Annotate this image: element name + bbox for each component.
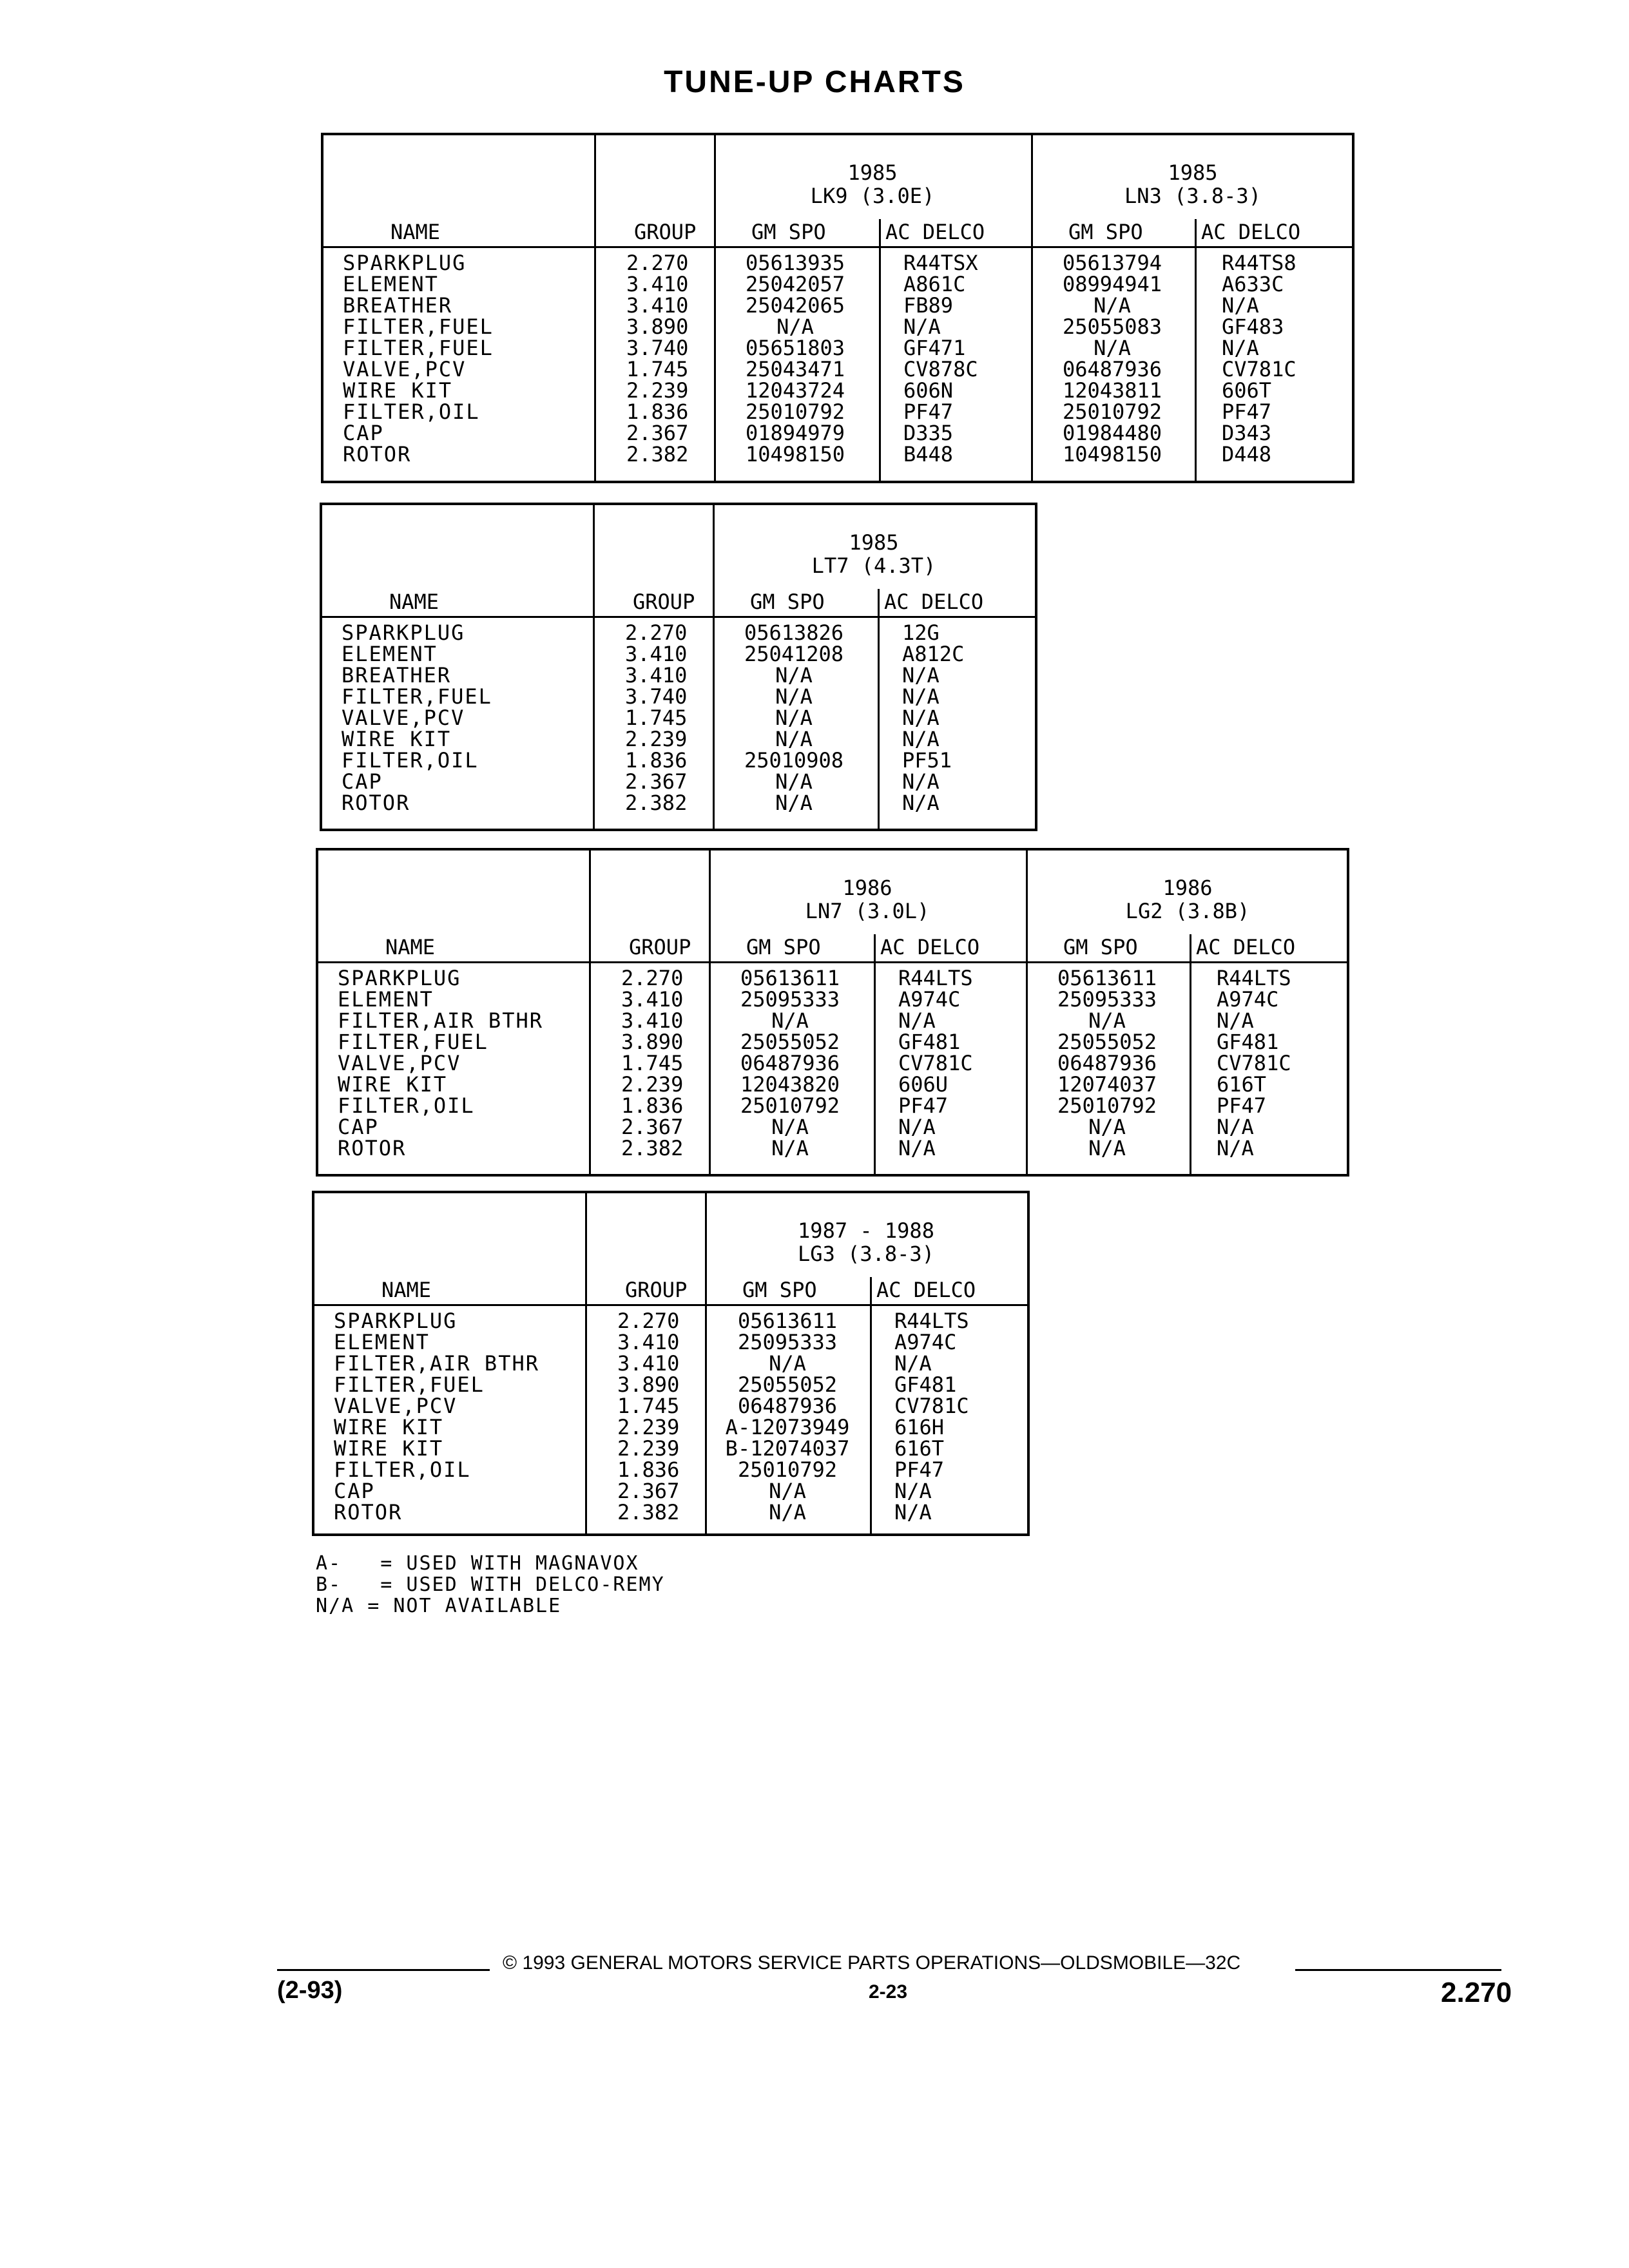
table-cell: PF47 [1222,399,1272,424]
table-cell: 25010792 [1057,1093,1157,1118]
table-cell: 2.270 [626,251,689,275]
table-cell: 3.410 [621,987,684,1012]
table-cell: N/A [1094,293,1131,318]
table-cell: 25095333 [1057,987,1157,1012]
engine-year: 1985 [1168,160,1218,185]
table-cell: R44TS8 [1222,251,1296,275]
gm-spo-column-header: GM SPO [1068,220,1143,244]
ac-delco-column-header: AC DELCO [880,935,980,959]
table-cell: 12074037 [1057,1072,1157,1097]
table-cell: 06487936 [737,1394,838,1418]
table-cell: CAP [343,421,384,445]
gm-spo-column [1035,253,1190,465]
table-cell: N/A [1088,1115,1126,1139]
table-cell: N/A [771,1008,809,1033]
table-cell: 01984480 [1062,421,1162,445]
copyright-notice: © 1993 GENERAL MOTORS SERVICE PARTS OPERATIONS—OLDSMOBILE—32C [503,1952,1241,1974]
table-cell: 2.239 [626,378,689,403]
table-cell: 05613611 [1057,966,1157,990]
table-cell: PF47 [903,399,954,424]
table-cell: FILTER,FUEL [338,1030,488,1054]
table-cell: 616T [1217,1072,1267,1097]
name-column [334,1311,539,1523]
page-number: 2-23 [869,1981,908,2003]
table-cell: 25010792 [740,1093,840,1118]
table-cell: 1.836 [621,1093,684,1118]
table-cell: D343 [1222,421,1272,445]
section-number: 2.270 [1441,1977,1512,2008]
table-cell: N/A [902,663,940,687]
table-cell: 10498150 [1062,442,1162,466]
table-cell: 25055052 [737,1372,838,1397]
name-column-header: NAME [381,1278,432,1302]
table-cell: 25041208 [744,642,844,666]
table-cell: 08994941 [1062,272,1162,296]
table-cell: GF481 [898,1030,961,1054]
table-cell: PF51 [902,748,952,773]
table-cell: WIRE KIT [338,1072,448,1097]
table-cell: 616H [894,1415,945,1439]
table-cell: N/A [769,1351,806,1376]
table-cell: PF47 [1217,1093,1267,1118]
table-cell: N/A [898,1115,936,1139]
table-cell: CAP [338,1115,379,1139]
table-cell: PF47 [894,1457,945,1482]
table-cell: VALVE,PCV [342,706,465,730]
table-cell: FILTER,AIR BTHR [334,1351,539,1376]
table-cell: 05613611 [740,966,840,990]
page-title: TUNE-UP CHARTS [664,65,965,99]
table-cell: 3.890 [617,1372,680,1397]
group-column [621,968,683,1159]
table-cell: 2.382 [621,1136,684,1160]
table-cell: N/A [1217,1115,1254,1139]
table-cell: N/A [894,1500,932,1524]
table-cell: N/A [1222,293,1259,318]
engine-code: LN3 (3.8-3) [1124,184,1261,208]
table-cell: BREATHER [342,663,452,687]
gm-spo-column-header: GM SPO [742,1278,817,1302]
table-cell: 25010792 [1062,399,1162,424]
name-column [338,968,543,1159]
table-cell: 606N [903,378,954,403]
gm-spo-column [708,1311,867,1523]
gm-spo-column-header: GM SPO [1063,935,1138,959]
legend-item: A- = USED WITH MAGNAVOX [316,1552,639,1575]
table-cell: N/A [1222,336,1259,360]
table-cell: N/A [902,684,940,709]
table-cell: 1.745 [625,706,688,730]
table-cell: R44LTS [898,966,973,990]
table-cell: CV878C [903,357,978,381]
table-cell: D335 [903,421,954,445]
engine-year: 1986 [1162,876,1213,900]
gm-spo-column-header: GM SPO [750,590,825,614]
ac-delco-column [898,968,973,1159]
table-cell: 3.890 [621,1030,684,1054]
table-cell: 1.836 [625,748,688,773]
table-cell: 25055052 [740,1030,840,1054]
table-cell: WIRE KIT [342,727,452,751]
table-cell: ELEMENT [334,1330,430,1354]
table-cell: N/A [775,663,813,687]
table-cell: N/A [902,791,940,815]
table-cell: 2.239 [621,1072,684,1097]
table-cell: 06487936 [1062,357,1162,381]
table-cell: 12043811 [1062,378,1162,403]
ac-delco-column [1222,253,1296,465]
table-cell: 3.410 [626,293,689,318]
group-column [617,1311,679,1523]
tuneup-table-1986-ln7-lg2 [316,848,1349,1177]
engine-header [1026,876,1349,923]
legend-item: B- = USED WITH DELCO-REMY [316,1573,665,1596]
table-cell: FILTER,AIR BTHR [338,1008,543,1033]
engine-year: 1986 [842,876,892,900]
table-cell: 12G [902,620,940,645]
table-cell: 25010792 [737,1457,838,1482]
table-cell: N/A [1088,1136,1126,1160]
table-cell: 2.382 [617,1500,680,1524]
table-cell: 12043724 [745,378,845,403]
group-column-header: GROUP [633,590,695,614]
ac-delco-column-header: AC DELCO [885,220,985,244]
gm-spo-column-header: GM SPO [746,935,821,959]
table-cell: N/A [769,1479,806,1503]
table-cell: A-12073949 [725,1415,850,1439]
table-cell: 05613826 [744,620,844,645]
table-cell: ROTOR [342,791,410,815]
legend [316,1553,665,1617]
table-cell: 3.410 [625,642,688,666]
ac-delco-column [903,253,978,465]
table-cell: FILTER,OIL [334,1457,471,1482]
table-cell: 01894979 [745,421,845,445]
table-cell: 2.270 [617,1309,680,1333]
table-cell: GF481 [894,1372,957,1397]
table-cell: N/A [902,727,940,751]
table-cell: FILTER,FUEL [334,1372,485,1397]
table-cell: 2.239 [625,727,688,751]
gm-spo-column [713,968,867,1159]
table-cell: N/A [902,769,940,794]
table-cell: 2.382 [626,442,689,466]
table-cell: 2.382 [625,791,688,815]
table-cell: 3.410 [617,1330,680,1354]
table-cell: N/A [775,769,813,794]
table-cell: GF471 [903,336,966,360]
engine-header [709,876,1026,923]
table-cell: A974C [894,1330,957,1354]
engine-code: LG2 (3.8B) [1125,899,1250,923]
table-cell: 1.745 [626,357,689,381]
table-cell: FB89 [903,293,954,318]
ac-delco-column-header: AC DELCO [876,1278,976,1302]
table-cell: FILTER,FUEL [343,314,494,339]
name-column-header: NAME [389,590,439,614]
table-cell: 1.745 [621,1051,684,1075]
table-cell: B-12074037 [725,1436,850,1461]
table-cell: 3.740 [626,336,689,360]
table-cell: FILTER,OIL [338,1093,475,1118]
revision-date: (2-93) [277,1977,343,2004]
table-cell: N/A [775,727,813,751]
table-cell: N/A [894,1479,932,1503]
table-cell: ROTOR [334,1500,403,1524]
table-cell: 05613611 [737,1309,838,1333]
group-column-header: GROUP [629,935,691,959]
table-cell: FILTER,OIL [343,399,480,424]
table-cell: 2.367 [621,1115,684,1139]
table-cell: R44LTS [894,1309,969,1333]
table-cell: VALVE,PCV [338,1051,461,1075]
table-cell: N/A [1094,336,1131,360]
engine-header [1031,161,1354,207]
table-cell: 2.270 [621,966,684,990]
table-cell: N/A [898,1136,936,1160]
table-cell: 2.367 [625,769,688,794]
table-cell: N/A [898,1008,936,1033]
table-cell: GF483 [1222,314,1284,339]
table-cell: N/A [775,791,813,815]
table-cell: 1.745 [617,1394,680,1418]
engine-code: LN7 (3.0L) [805,899,930,923]
table-cell: 3.890 [626,314,689,339]
table-cell: 3.410 [626,272,689,296]
engine-code: LG3 (3.8-3) [798,1242,934,1266]
table-cell: ELEMENT [343,272,439,296]
table-cell: N/A [771,1136,809,1160]
table-cell: 05613794 [1062,251,1162,275]
table-cell: 25055083 [1062,314,1162,339]
gm-spo-column [1030,968,1184,1159]
ac-delco-column-header: AC DELCO [1201,220,1301,244]
table-cell: 06487936 [1057,1051,1157,1075]
table-cell: SPARKPLUG [338,966,461,990]
table-cell: 2.270 [625,620,688,645]
table-cell: N/A [769,1500,806,1524]
table-cell: A861C [903,272,966,296]
table-cell: B448 [903,442,954,466]
engine-header [713,531,1035,577]
table-cell: SPARKPLUG [334,1309,458,1333]
table-cell: 1.836 [617,1457,680,1482]
gm-spo-column [717,622,871,814]
table-cell: CAP [334,1479,375,1503]
gm-spo-column-header: GM SPO [751,220,826,244]
table-cell: A633C [1222,272,1284,296]
ac-delco-column [894,1311,969,1523]
table-cell: N/A [775,706,813,730]
table-cell: WIRE KIT [334,1436,444,1461]
name-column [342,622,492,814]
engine-header [705,1219,1027,1265]
table-cell: 3.410 [617,1351,680,1376]
table-cell: 25043471 [745,357,845,381]
table-cell: A812C [902,642,965,666]
table-cell: 2.239 [617,1415,680,1439]
table-cell: FILTER,OIL [342,748,479,773]
name-column-header: NAME [385,935,436,959]
table-cell: 25010792 [745,399,845,424]
table-cell: FILTER,FUEL [342,684,492,709]
table-cell: ROTOR [343,442,412,466]
table-cell: CV781C [1217,1051,1291,1075]
table-cell: 1.836 [626,399,689,424]
table-cell: N/A [776,314,814,339]
table-cell: 2.367 [617,1479,680,1503]
table-cell: A974C [1217,987,1279,1012]
table-cell: 25095333 [740,987,840,1012]
table-cell: 06487936 [740,1051,840,1075]
table-cell: PF47 [898,1093,949,1118]
table-cell: VALVE,PCV [334,1394,458,1418]
table-cell: GF481 [1217,1030,1279,1054]
ac-delco-column [902,622,964,814]
group-column-header: GROUP [625,1278,688,1302]
table-cell: ELEMENT [342,642,438,666]
table-cell: CV781C [898,1051,973,1075]
table-cell: BREATHER [343,293,453,318]
table-cell: N/A [902,706,940,730]
table-cell: 606T [1222,378,1272,403]
engine-code: LK9 (3.0E) [810,184,935,208]
group-column [626,253,688,465]
table-cell: N/A [771,1115,809,1139]
engine-header [714,161,1031,207]
tuneup-table-1987-1988-lg3 [312,1191,1030,1536]
table-cell: 25042065 [745,293,845,318]
engine-code: LT7 (4.3T) [811,553,936,578]
gm-spo-column [718,253,872,465]
ac-delco-column [1217,968,1291,1159]
name-column-header: NAME [390,220,441,244]
table-cell: 05651803 [745,336,845,360]
table-cell: 606U [898,1072,949,1097]
legend-item: N/A = NOT AVAILABLE [316,1595,562,1617]
name-column [343,253,494,465]
table-cell: A974C [898,987,961,1012]
engine-year: 1985 [849,530,899,555]
table-cell: SPARKPLUG [342,620,465,645]
table-cell: CV781C [1222,357,1296,381]
table-cell: 05613935 [745,251,845,275]
table-cell: N/A [1217,1008,1254,1033]
table-cell: 3.410 [621,1008,684,1033]
footer-rule [277,1969,490,1971]
ac-delco-column-header: AC DELCO [884,590,984,614]
table-cell: CV781C [894,1394,969,1418]
ac-delco-column-header: AC DELCO [1196,935,1296,959]
table-cell: 10498150 [745,442,845,466]
table-cell: 25055052 [1057,1030,1157,1054]
table-cell: VALVE,PCV [343,357,467,381]
table-cell: 2.239 [617,1436,680,1461]
table-cell: 25042057 [745,272,845,296]
table-cell: 25010908 [744,748,844,773]
engine-year: 1987 - 1988 [798,1218,934,1243]
table-cell: 12043820 [740,1072,840,1097]
table-cell: N/A [894,1351,932,1376]
table-cell: ROTOR [338,1136,407,1160]
tuneup-table-1985-lk9-ln3 [321,133,1354,483]
table-cell: ELEMENT [338,987,434,1012]
table-cell: 2.367 [626,421,689,445]
table-cell: CAP [342,769,383,794]
group-column [625,622,687,814]
table-cell: R44LTS [1217,966,1291,990]
engine-year: 1985 [847,160,898,185]
table-cell: FILTER,FUEL [343,336,494,360]
table-cell: N/A [903,314,941,339]
tuneup-table-1985-lt7 [320,503,1037,831]
table-cell: N/A [1088,1008,1126,1033]
table-cell: 616T [894,1436,945,1461]
table-cell: SPARKPLUG [343,251,467,275]
table-cell: D448 [1222,442,1272,466]
footer-rule [1295,1969,1501,1971]
table-cell: 3.410 [625,663,688,687]
table-cell: WIRE KIT [334,1415,444,1439]
group-column-header: GROUP [634,220,697,244]
table-cell: 25095333 [737,1330,838,1354]
table-cell: WIRE KIT [343,378,453,403]
table-cell: N/A [775,684,813,709]
table-cell: R44TSX [903,251,978,275]
table-cell: 3.740 [625,684,688,709]
table-cell: N/A [1217,1136,1254,1160]
